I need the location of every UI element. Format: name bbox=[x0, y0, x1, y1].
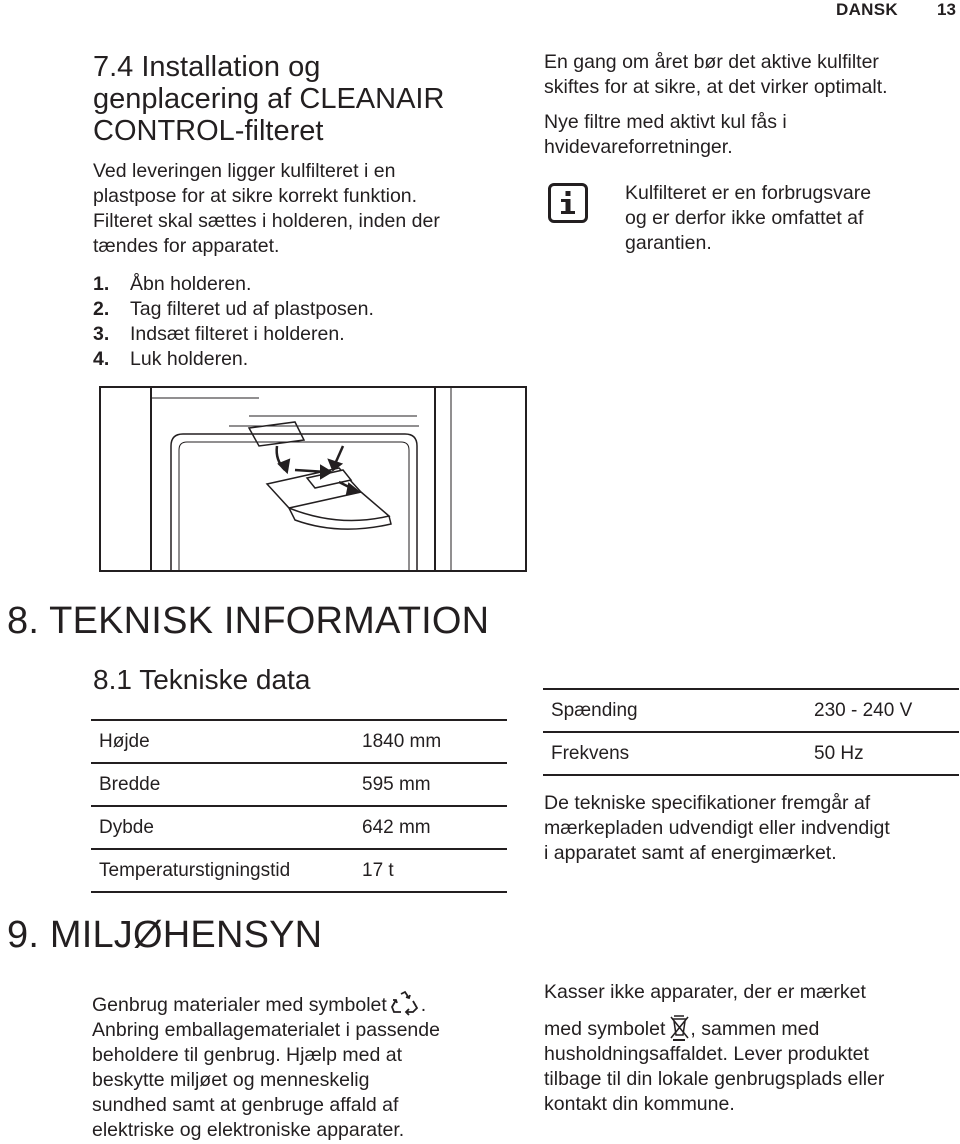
table-row: Spænding 230 - 240 V bbox=[543, 689, 959, 732]
info-icon bbox=[548, 183, 588, 223]
page-number: 13 bbox=[937, 0, 956, 19]
crossed-bin-icon bbox=[668, 1014, 690, 1042]
filter-illustration bbox=[99, 386, 527, 572]
list-item: 1. Åbn holderen. bbox=[93, 273, 252, 295]
intro-paragraph: Ved leveringen ligger kulfilteret i en plastpose for at sikre korrekt funktion. Filteret skal sættes i holderen, inden der tændes for apparatet. bbox=[93, 160, 440, 257]
steps-list bbox=[93, 272, 374, 372]
section-9-title: 9. MILJØHENSYN bbox=[7, 914, 323, 956]
section-8-1-subtitle: 8.1 Tekniske data bbox=[93, 664, 311, 695]
table-row: Højde 1840 mm bbox=[91, 720, 507, 763]
recycle-icon bbox=[389, 990, 421, 1018]
technical-data-table bbox=[91, 719, 507, 893]
disposal-paragraph: Kasser ikke apparater, der er mærket med symbolet , sammen med husholdningsaffaldet. Lever produktet tilbage til din lokale genbrugsplads eller kontakt din kommune. bbox=[544, 981, 885, 1115]
list-item: 4. Luk holderen. bbox=[93, 348, 249, 370]
section-7-4-title: 7.4 Installation og genplacering af CLEANAIR CONTROL-filteret bbox=[93, 51, 445, 147]
table-row: Dybde 642 mm bbox=[91, 806, 507, 849]
header-language: DANSK bbox=[836, 0, 898, 19]
list-item: 3. Indsæt filteret i holderen. bbox=[93, 323, 345, 345]
spec-note-text: De tekniske specifikationer fremgår af mærkepladen udvendigt eller indvendigt i apparatet samt af energimærket. bbox=[544, 792, 890, 864]
table-row: Temperaturstigningstid 17 t bbox=[91, 849, 507, 892]
filter-replacement-text: En gang om året bør det aktive kulfilter skiftes for at sikre, at det virker optimalt. Nye filtre med aktivt kul fås i hvidevareforretninger. bbox=[544, 51, 888, 158]
recycle-paragraph: Genbrug materialer med symbolet . Anbring emballagematerialet i passende beholdere til genbrug. Hjælp med at beskytte miljøet og menneskelig sundhed samt at genbruge affald af elektriske og elektroniske apparater. bbox=[92, 990, 440, 1143]
section-8-title: 8. TEKNISK INFORMATION bbox=[7, 600, 490, 642]
electrical-data-table bbox=[543, 688, 959, 776]
table-row: Bredde 595 mm bbox=[91, 763, 507, 806]
note-text: Kulfilteret er en forbrugsvare og er derfor ikke omfattet af garantien. bbox=[625, 182, 872, 254]
table-row: Frekvens 50 Hz bbox=[543, 732, 959, 775]
list-item: 2. Tag filteret ud af plastposen. bbox=[93, 298, 374, 320]
